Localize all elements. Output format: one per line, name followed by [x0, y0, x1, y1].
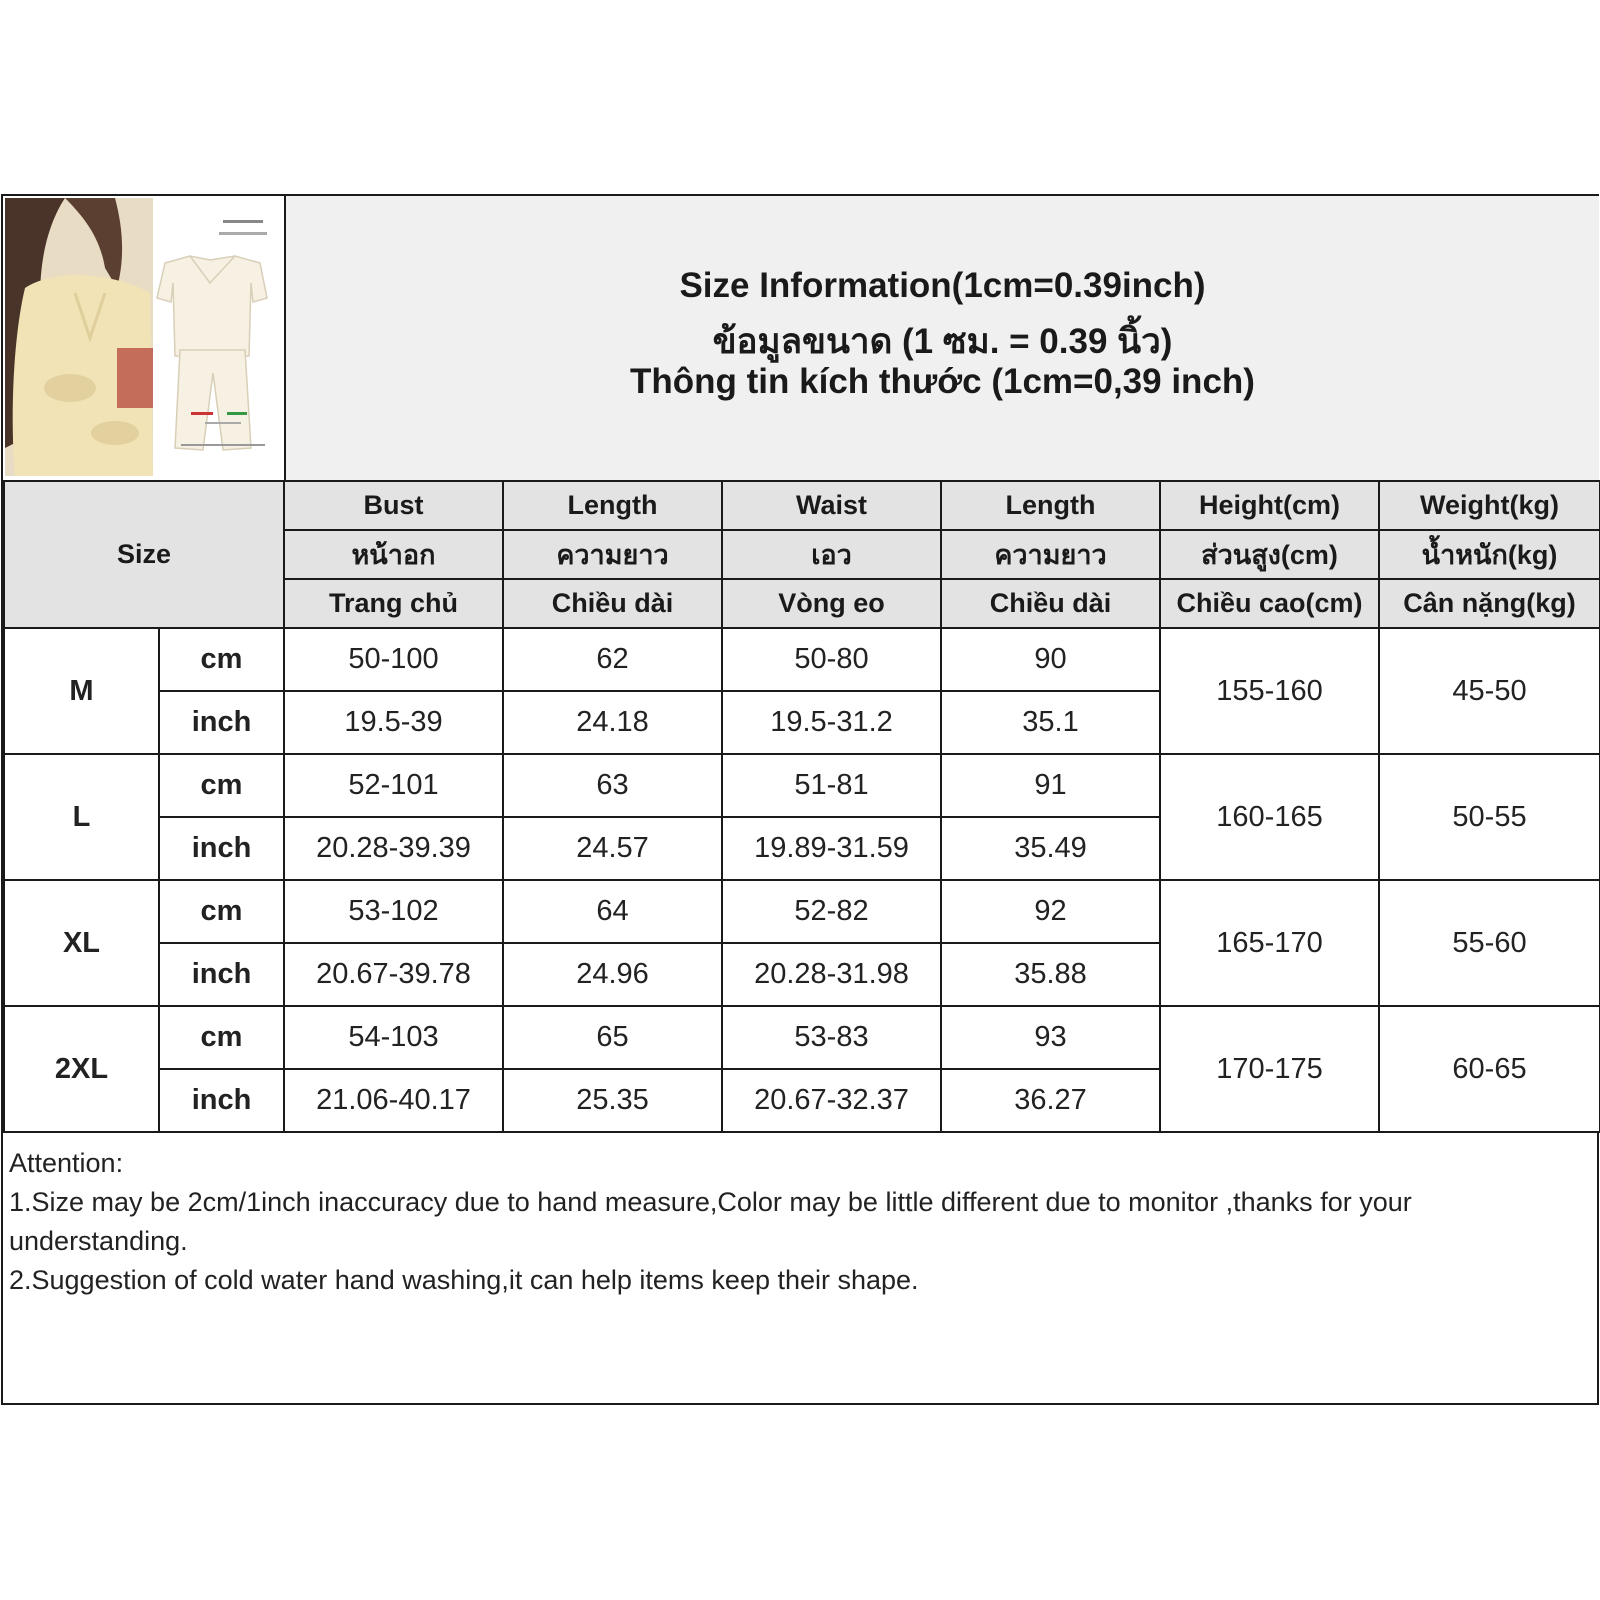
- table-cell: 53-83: [722, 1006, 941, 1069]
- height-cell: 170-175: [1160, 1006, 1379, 1132]
- attention-notes: [9, 1144, 1589, 1300]
- unit-label: inch: [159, 943, 284, 1006]
- col-header-vi: Vòng eo: [722, 579, 941, 628]
- table-cell: 36.27: [941, 1069, 1160, 1132]
- product-photo: [5, 198, 283, 476]
- col-header-vi: Cân nặng(kg): [1379, 579, 1600, 628]
- table-cell: 19.5-39: [284, 691, 503, 754]
- col-header-en: Bust: [284, 481, 503, 530]
- size-label: 2XL: [4, 1006, 159, 1132]
- table-row: [4, 628, 1600, 691]
- height-cell: 160-165: [1160, 754, 1379, 880]
- pajama-photo-icon: [5, 198, 283, 476]
- size-table: [3, 480, 1600, 1133]
- size-label: XL: [4, 880, 159, 1006]
- table-row: [4, 1006, 1600, 1069]
- table-cell: 20.28-31.98: [722, 943, 941, 1006]
- unit-label: cm: [159, 628, 284, 691]
- table-cell: 35.49: [941, 817, 1160, 880]
- weight-cell: 50-55: [1379, 754, 1600, 880]
- table-cell: 35.88: [941, 943, 1160, 1006]
- notes-line: 2.Suggestion of cold water hand washing,it can help items keep their shape.: [9, 1265, 919, 1295]
- unit-label: inch: [159, 691, 284, 754]
- notes-title: Attention:: [9, 1148, 124, 1178]
- table-cell: 20.67-32.37: [722, 1069, 941, 1132]
- col-header-th: หน้าอก: [284, 530, 503, 579]
- table-cell: 51-81: [722, 754, 941, 817]
- col-header-vi: Trang chủ: [284, 579, 503, 628]
- size-header: Size: [4, 481, 284, 628]
- table-cell: 21.06-40.17: [284, 1069, 503, 1132]
- col-header-th: ความยาว: [941, 530, 1160, 579]
- notes-line: 1.Size may be 2cm/1inch inaccuracy due to hand measure,Color may be little different due to monitor ,thanks for your understanding.: [9, 1187, 1412, 1256]
- table-cell: 50-80: [722, 628, 941, 691]
- table-cell: 20.67-39.78: [284, 943, 503, 1006]
- table-cell: 19.89-31.59: [722, 817, 941, 880]
- col-header-th: เอว: [722, 530, 941, 579]
- table-cell: 93: [941, 1006, 1160, 1069]
- col-header-th: ความยาว: [503, 530, 722, 579]
- table-cell: 52-82: [722, 880, 941, 943]
- col-header-th: ส่วนสูง(cm): [1160, 530, 1379, 579]
- weight-cell: 55-60: [1379, 880, 1600, 1006]
- height-cell: 165-170: [1160, 880, 1379, 1006]
- col-header-en: Height(cm): [1160, 481, 1379, 530]
- table-cell: 19.5-31.2: [722, 691, 941, 754]
- col-header-th: น้ำหนัก(kg): [1379, 530, 1600, 579]
- unit-label: cm: [159, 1006, 284, 1069]
- col-header-vi: Chiều cao(cm): [1160, 579, 1379, 628]
- table-cell: 64: [503, 880, 722, 943]
- col-header-en: Waist: [722, 481, 941, 530]
- table-cell: 24.57: [503, 817, 722, 880]
- height-cell: 155-160: [1160, 628, 1379, 754]
- table-cell: 65: [503, 1006, 722, 1069]
- table-cell: 63: [503, 754, 722, 817]
- table-cell: 54-103: [284, 1006, 503, 1069]
- weight-cell: 60-65: [1379, 1006, 1600, 1132]
- col-header-vi: Chiều dài: [941, 579, 1160, 628]
- size-info-header: [284, 196, 1599, 480]
- table-cell: 25.35: [503, 1069, 722, 1132]
- size-chart: [1, 194, 1599, 1405]
- size-label: L: [4, 754, 159, 880]
- table-cell: 91: [941, 754, 1160, 817]
- col-header-en: Weight(kg): [1379, 481, 1600, 530]
- header-title-en: Size Information(1cm=0.39inch): [679, 266, 1206, 305]
- table-cell: 53-102: [284, 880, 503, 943]
- table-row: [4, 880, 1600, 943]
- col-header-vi: Chiều dài: [503, 579, 722, 628]
- col-header-en: Length: [503, 481, 722, 530]
- table-cell: 62: [503, 628, 722, 691]
- unit-label: cm: [159, 754, 284, 817]
- table-cell: 52-101: [284, 754, 503, 817]
- table-cell: 24.96: [503, 943, 722, 1006]
- table-cell: 35.1: [941, 691, 1160, 754]
- table-row: [4, 754, 1600, 817]
- unit-label: inch: [159, 1069, 284, 1132]
- table-cell: 92: [941, 880, 1160, 943]
- table-cell: 24.18: [503, 691, 722, 754]
- table-cell: 50-100: [284, 628, 503, 691]
- header-title-vi: Thông tin kích thước (1cm=0,39 inch): [630, 362, 1255, 401]
- unit-label: inch: [159, 817, 284, 880]
- header-title-th: ข้อมูลขนาด (1 ซม. = 0.39 นิ้ว): [712, 322, 1173, 361]
- weight-cell: 45-50: [1379, 628, 1600, 754]
- table-cell: 20.28-39.39: [284, 817, 503, 880]
- unit-label: cm: [159, 880, 284, 943]
- table-cell: 90: [941, 628, 1160, 691]
- col-header-en: Length: [941, 481, 1160, 530]
- size-label: M: [4, 628, 159, 754]
